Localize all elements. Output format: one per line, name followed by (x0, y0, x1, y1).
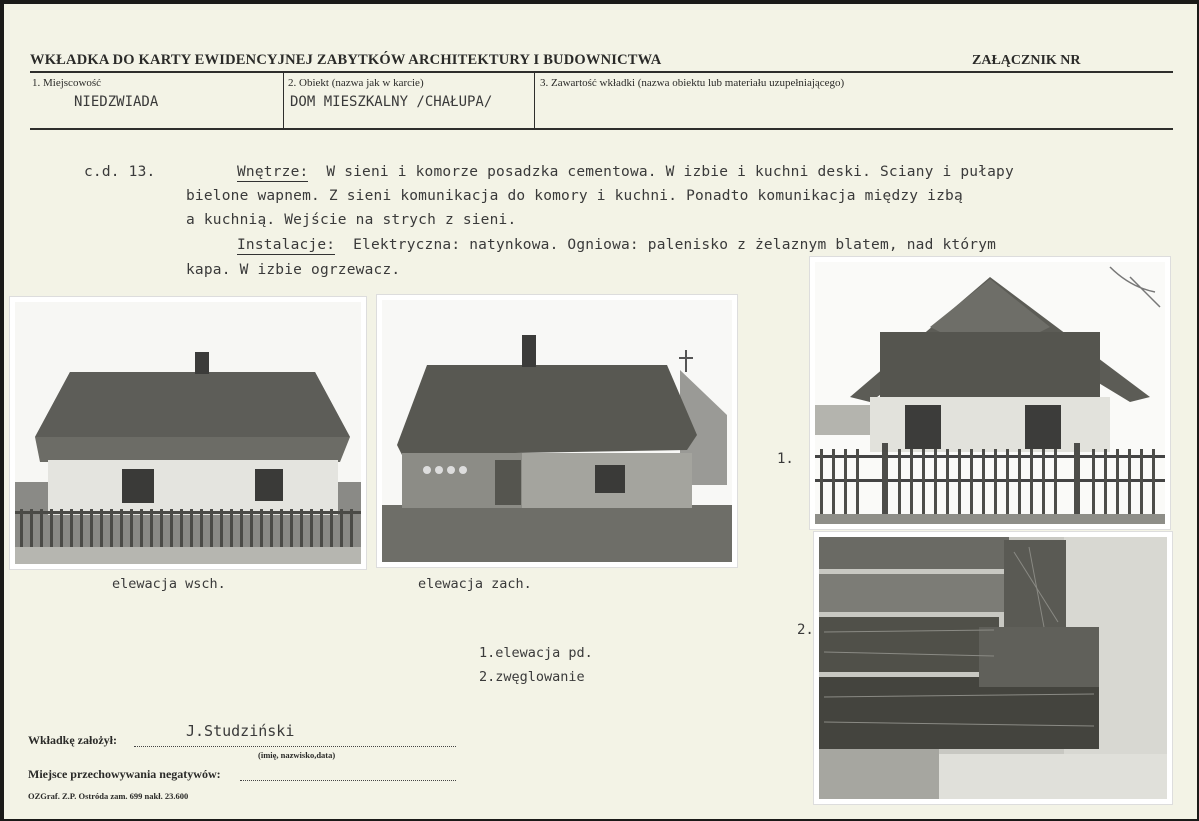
header-top-rule (30, 71, 1173, 73)
printer-imprint: OZGraf. Z.P. Ostróda zam. 699 nakł. 23.600 (28, 791, 189, 801)
header-divider-2 (534, 72, 535, 128)
created-by-line (134, 746, 456, 747)
record-card (4, 4, 1197, 819)
photo-east-elevation (10, 297, 366, 569)
interior-line-1: W sieni i komorze posadzka cementowa. W izbie i kuchni deski. Sciany i pułapy (326, 164, 1014, 180)
installations-heading-line (237, 237, 996, 253)
created-by-value: J.Studziński (186, 722, 295, 740)
interior-line-3: a kuchnią. Wejście na strych z sieni. (186, 212, 517, 228)
interior-heading: Wnętrze: (237, 164, 309, 180)
created-by-label: Wkładkę założył: (28, 733, 117, 747)
installations-line-2: kapa. W izbie ogrzewacz. (186, 262, 401, 278)
field2-label: 2. Obiekt (nazwa jak w karcie) (288, 77, 424, 89)
interior-line-2: bielone wapnem. Z sieni komunikacja do komory i kuchni. Ponadto komunikacja między izbą (186, 188, 963, 204)
field1-value: NIEDZWIADA (74, 94, 159, 110)
photo-corner-joint (814, 532, 1172, 804)
negatives-line (240, 780, 456, 781)
legend-item-2: 2.zwęglowanie (479, 669, 585, 685)
caption-west: elewacja zach. (418, 576, 532, 592)
photo-marker-1: 1. (777, 451, 794, 467)
installations-line-1: Elektryczna: natynkowa. Ogniowa: palenisko z żelaznym blatem, nad którym (353, 237, 997, 253)
field1-label: 1. Miejscowość (32, 77, 102, 89)
west-elevation-image (377, 295, 737, 567)
photo-south-elevation (810, 257, 1170, 529)
header-bottom-rule (30, 128, 1173, 130)
field3-label: 3. Zawartość wkładki (nazwa obiektu lub materiału uzupełniającego) (540, 77, 845, 89)
installations-heading: Instalacje: (237, 237, 336, 253)
header-divider-1 (283, 72, 284, 128)
south-elevation-image (810, 257, 1170, 529)
legend-item-1: 1.elewacja pd. (479, 645, 593, 661)
caption-east: elewacja wsch. (112, 576, 226, 592)
annex-label: ZAŁĄCZNIK NR (972, 53, 1081, 68)
continuation-ref: c.d. 13. (84, 164, 156, 180)
form-title: WKŁADKA DO KARTY EWIDENCYJNEJ ZABYTKÓW ARCHITEKTURY I BUDOWNICTWA (30, 52, 662, 68)
photo-marker-2: 2. (797, 622, 814, 638)
east-elevation-image (10, 297, 366, 569)
field2-value: DOM MIESZKALNY /CHAŁUPA/ (290, 94, 493, 110)
interior-heading-line (237, 164, 1014, 180)
corner-joint-image (814, 532, 1172, 804)
negatives-label: Miejsce przechowywania negatywów: (28, 767, 221, 781)
photo-west-elevation (377, 295, 737, 567)
created-by-hint: (imię, nazwisko,data) (258, 750, 336, 760)
